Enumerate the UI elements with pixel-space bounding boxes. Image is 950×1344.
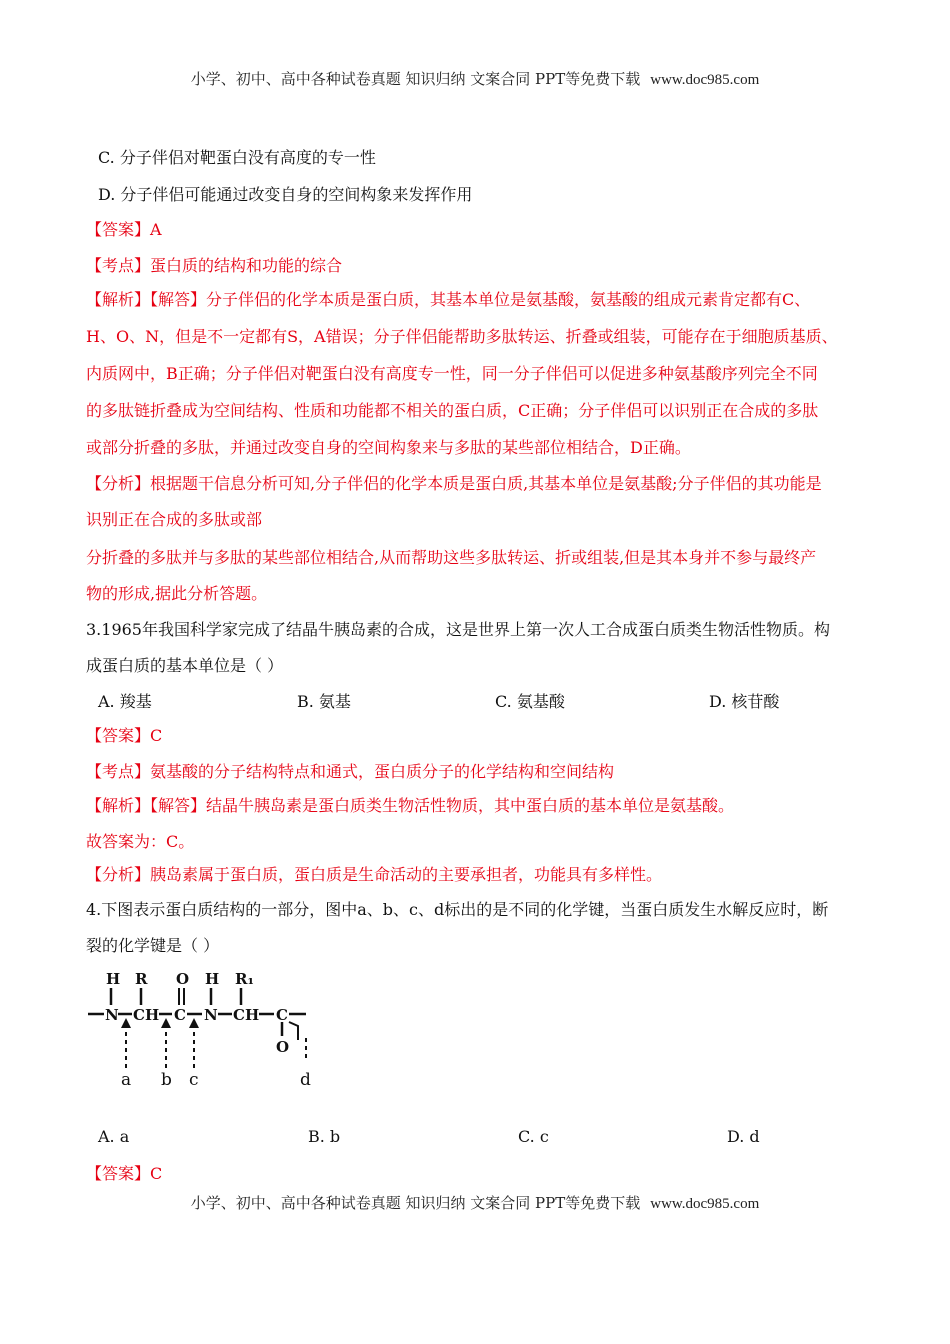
q3-stem-line-1: 3.1965年我国科学家完成了结晶牛胰岛素的合成，这是世界上第一次人工合成蛋白质类生物活性物质。构 bbox=[86, 620, 830, 639]
q2-fenxi-line-3: 分折叠的多肽并与多肽的某些部位相结合,从而帮助这些多肽转运、折或组装,但是其本身并不参与最终产 bbox=[86, 548, 817, 567]
q4-option-b: B. b bbox=[308, 1127, 341, 1146]
footer-text: 小学、初中、高中各种试卷真题 知识归纳 文案合同 PPT等免费下载 bbox=[190, 1194, 641, 1212]
kaodian-tag: 【考点】 bbox=[86, 256, 151, 275]
page-header bbox=[0, 68, 950, 89]
q4-stem-line-2: 裂的化学键是（ ） bbox=[86, 936, 220, 955]
chain-atom-c1: C bbox=[174, 1006, 186, 1024]
q4-stem-line-1: 4.下图表示蛋白质结构的一部分，图中a、b、c、d标出的是不同的化学键，当蛋白质发生水解反应时，断 bbox=[86, 900, 829, 919]
answer-tag: 【答案】 bbox=[86, 726, 151, 745]
diagram-bottom-o: O bbox=[276, 1038, 290, 1056]
q4-option-c: C. c bbox=[518, 1127, 549, 1146]
q2-jiexi-line-2: H、O、N，但是不一定都有S，A错误；分子伴侣能帮助多肽转运、折叠或组装，可能存在于细胞质基质、 bbox=[86, 327, 838, 346]
q2-jiexi-line-5: 或部分折叠的多肽，并通过改变自身的空间构象来与多肽的某些部位相结合，D正确。 bbox=[86, 438, 691, 457]
q2-answer bbox=[86, 217, 162, 240]
q3-option-d: D. 核苷酸 bbox=[709, 692, 780, 711]
arrow-b-head bbox=[161, 1018, 171, 1028]
q2-fenxi-line-4: 物的形成,据此分析答题。 bbox=[86, 584, 268, 603]
q3-answer bbox=[86, 723, 162, 746]
q4-option-d: D. d bbox=[727, 1127, 760, 1146]
q3-option-c: C. 氨基酸 bbox=[495, 692, 565, 711]
diagram-top-label-h1: H bbox=[106, 970, 121, 988]
arrow-label-c: c bbox=[189, 1070, 199, 1090]
bond-d-hook bbox=[289, 1022, 298, 1040]
q3-option-a: A. 羧基 bbox=[98, 692, 152, 711]
q4-option-a: A. a bbox=[98, 1127, 130, 1146]
q2-option-d: D. 分子伴侣可能通过改变自身的空间构象来发挥作用 bbox=[98, 185, 473, 204]
q3-stem-line-2: 成蛋白质的基本单位是（ ） bbox=[86, 656, 284, 675]
q2-jiexi-line-3: 内质网中，B正确；分子伴侣对靶蛋白没有高度专一性，同一分子伴侣可以促进多种氨基酸序列完全不同 bbox=[86, 364, 818, 383]
footer-url[interactable]: www.doc985.com bbox=[650, 1196, 760, 1212]
q2-fenxi-line-1: 【分析】根据题干信息分析可知,分子伴侣的化学本质是蛋白质,其基本单位是氨基酸;分子伴侣的其功能是 bbox=[86, 474, 822, 493]
kaodian-tag: 【考点】 bbox=[86, 762, 151, 781]
arrow-label-b: b bbox=[161, 1070, 172, 1090]
chain-atom-ch2: CH bbox=[233, 1006, 260, 1024]
diagram-top-label-r: R bbox=[135, 970, 148, 988]
arrow-a-head bbox=[121, 1018, 131, 1028]
chain-atom-n1: N bbox=[105, 1006, 119, 1024]
header-url[interactable]: www.doc985.com bbox=[650, 72, 760, 88]
q2-fenxi-line-2: 识别正在合成的多肽或部 bbox=[86, 510, 263, 529]
answer-value: C bbox=[150, 726, 163, 745]
chain-atom-n2: N bbox=[204, 1006, 218, 1024]
chain-atom-ch1: CH bbox=[133, 1006, 160, 1024]
diagram-top-label-h2: H bbox=[205, 970, 220, 988]
chain-atom-c2: C bbox=[276, 1006, 288, 1024]
answer-value: C bbox=[150, 1164, 163, 1183]
arrow-c-head bbox=[189, 1018, 199, 1028]
kaodian-text: 蛋白质的结构和功能的综合 bbox=[150, 256, 343, 275]
q3-option-b: B. 氨基 bbox=[297, 692, 351, 711]
page-footer bbox=[0, 1192, 950, 1213]
q3-conclusion: 故答案为：C。 bbox=[86, 832, 195, 851]
diagram-top-label-o: O bbox=[176, 970, 190, 988]
q3-fenxi: 【分析】胰岛素属于蛋白质，蛋白质是生命活动的主要承担者，功能具有多样性。 bbox=[86, 865, 663, 884]
q2-kaodian bbox=[86, 253, 342, 276]
q3-jiexi: 【解析】【解答】结晶牛胰岛素是蛋白质类生物活性物质，其中蛋白质的基本单位是氨基酸。 bbox=[86, 796, 735, 815]
q4-answer bbox=[86, 1161, 162, 1184]
answer-value: A bbox=[150, 220, 162, 239]
q2-option-c: C. 分子伴侣对靶蛋白没有高度的专一性 bbox=[98, 148, 376, 167]
q2-jiexi-line-4: 的多肽链折叠成为空间结构、性质和功能都不相关的蛋白质，C正确；分子伴侣可以识别正在合成的多肽 bbox=[86, 401, 819, 420]
arrow-label-d: d bbox=[300, 1070, 311, 1090]
answer-tag: 【答案】 bbox=[86, 1164, 151, 1183]
answer-tag: 【答案】 bbox=[86, 220, 151, 239]
kaodian-text: 氨基酸的分子结构特点和通式，蛋白质分子的化学结构和空间结构 bbox=[150, 762, 615, 781]
header-text: 小学、初中、高中各种试卷真题 知识归纳 文案合同 PPT等免费下载 bbox=[190, 70, 641, 88]
peptide-bond-diagram bbox=[86, 968, 326, 1093]
arrow-label-a: a bbox=[121, 1070, 132, 1090]
diagram-top-label-r1: R₁ bbox=[235, 970, 255, 988]
q2-jiexi-line-1: 【解析】【解答】分子伴侣的化学本质是蛋白质，其基本单位是氨基酸，氨基酸的组成元素肯定都有C、 bbox=[86, 290, 811, 309]
q3-kaodian bbox=[86, 759, 614, 782]
